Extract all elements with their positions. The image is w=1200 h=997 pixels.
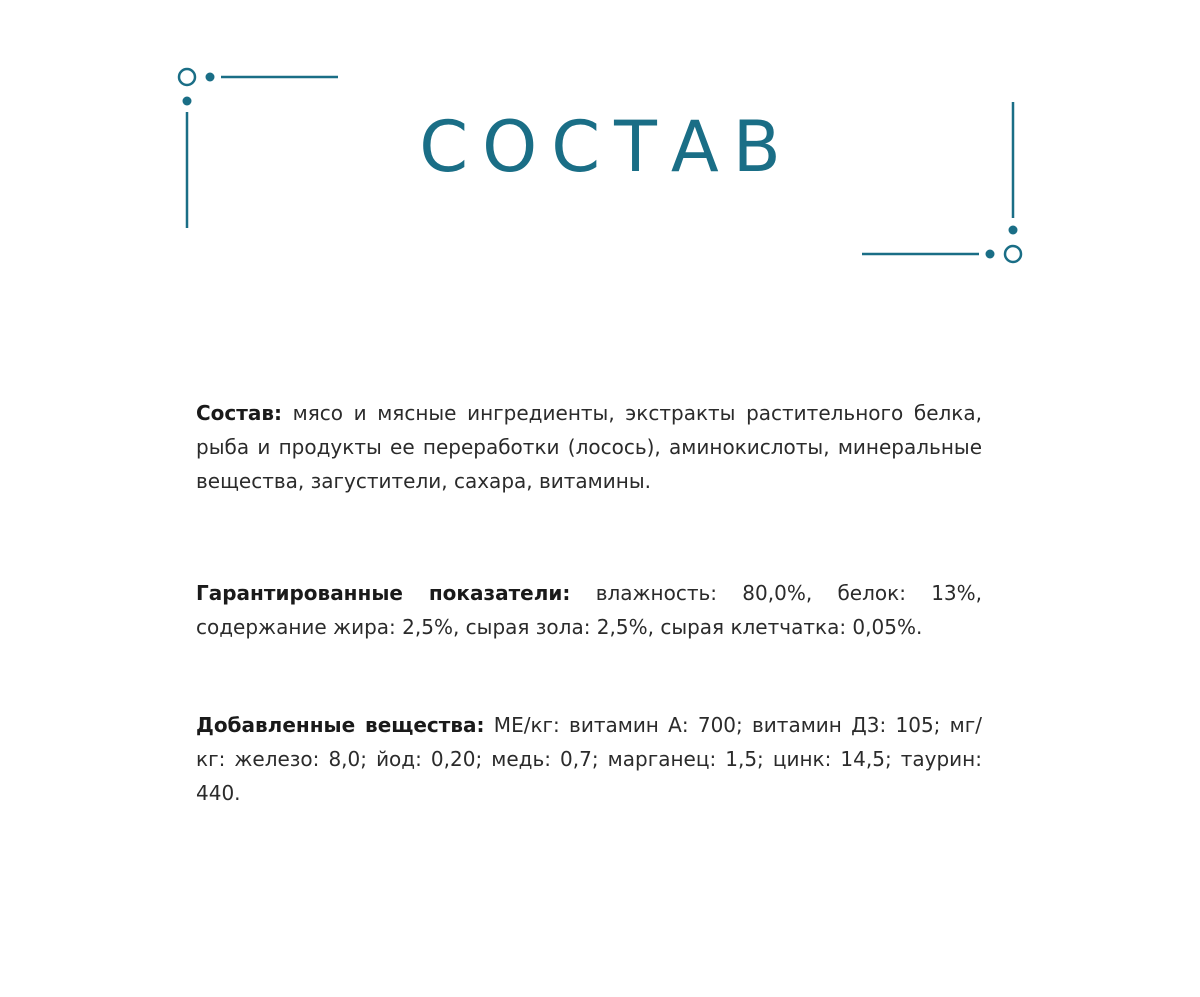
bottom-right-ring-icon bbox=[1005, 246, 1021, 262]
guaranteed-analysis-label: Гарантированные показатели: bbox=[196, 581, 571, 605]
bottom-right-dot-icon bbox=[986, 250, 995, 259]
composition-label: Состав: bbox=[196, 401, 283, 425]
additives-paragraph bbox=[196, 708, 982, 810]
additives-text: МЕ/кг: витамин А: 700; витамин Д3: 105; мг/кг: железо: 8,0; йод: 0,20; медь: 0,7; марганец: 1,5; цинк: 14,5; таурин: 440. bbox=[196, 713, 983, 805]
top-left-ring-icon bbox=[179, 69, 195, 85]
guaranteed-analysis-text: влажность: 80,0%, белок: 13%, содержание жира: 2,5%, сырая зола: 2,5%, сырая клетчатка: 0,05%. bbox=[196, 581, 983, 639]
bottom-right-dot-vertical-icon bbox=[1009, 226, 1018, 235]
page-title: СОСТАВ bbox=[419, 106, 795, 188]
top-left-dot-vertical-icon bbox=[183, 97, 192, 106]
composition-text: мясо и мясные ингредиенты, экстракты растительного белка, рыба и продукты ее переработки (лосось), аминокислоты, минеральные вещества, загустители, сахара, витамины. bbox=[196, 401, 982, 493]
composition-paragraph bbox=[196, 396, 982, 498]
top-left-dot-icon bbox=[206, 73, 215, 82]
guaranteed-analysis-paragraph bbox=[196, 576, 982, 644]
additives-label: Добавленные вещества: bbox=[196, 713, 485, 737]
